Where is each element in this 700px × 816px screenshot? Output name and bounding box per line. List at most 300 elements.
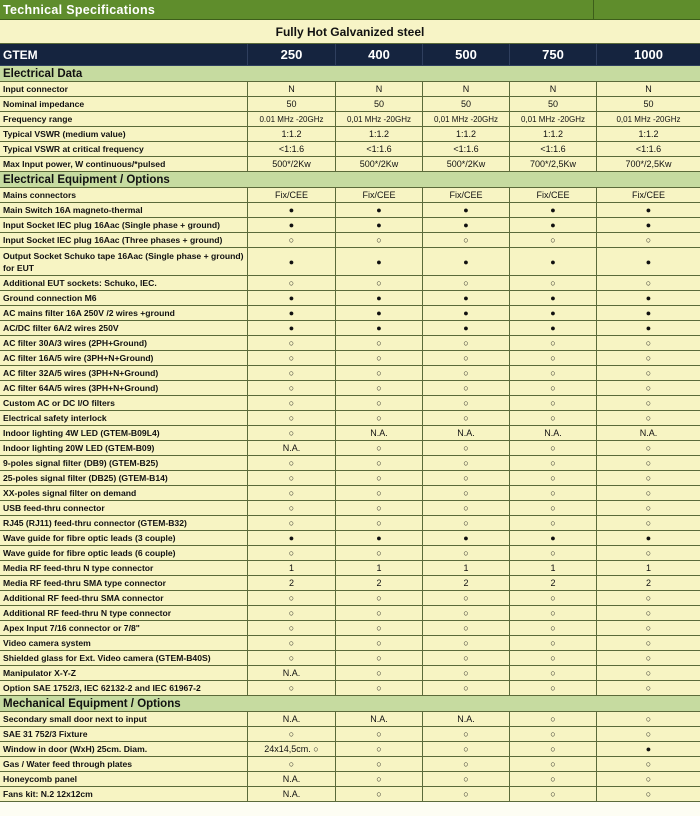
optional-circle-icon: ○ (423, 366, 510, 381)
optional-circle-icon: ○ (423, 681, 510, 696)
value-cell: <1:1.6 (248, 142, 336, 157)
standard-dot-icon: ● (248, 531, 336, 546)
optional-circle-icon: ○ (423, 381, 510, 396)
optional-circle-icon: ○ (336, 381, 423, 396)
standard-dot-icon: ● (510, 203, 597, 218)
table-row (0, 112, 700, 127)
standard-dot-icon: ● (423, 306, 510, 321)
value-cell: N.A. (597, 426, 700, 441)
row-label: Media RF feed-thru N type connector (0, 561, 248, 576)
standard-dot-icon: ● (597, 203, 700, 218)
optional-circle-icon: ○ (423, 233, 510, 248)
optional-circle-icon: ○ (510, 651, 597, 666)
optional-circle-icon: ○ (248, 366, 336, 381)
optional-circle-icon: ○ (336, 501, 423, 516)
optional-circle-icon: ○ (510, 516, 597, 531)
table-row (0, 636, 700, 651)
optional-circle-icon: ○ (510, 727, 597, 742)
optional-circle-icon: ○ (423, 276, 510, 291)
standard-dot-icon: ● (423, 248, 510, 276)
value-cell: <1:1.6 (336, 142, 423, 157)
standard-dot-icon: ● (423, 321, 510, 336)
row-label: Wave guide for fibre optic leads (6 couple) (0, 546, 248, 561)
optional-circle-icon: ○ (597, 233, 700, 248)
model-header-400: 400 (336, 44, 423, 66)
value-cell: N (248, 82, 336, 97)
row-label: Mains connectors (0, 188, 248, 203)
value-cell: N.A. (423, 712, 510, 727)
optional-circle-icon: ○ (423, 591, 510, 606)
optional-circle-icon: ○ (336, 276, 423, 291)
standard-dot-icon: ● (510, 321, 597, 336)
row-label: Typical VSWR at critical frequency (0, 142, 248, 157)
row-label: AC/DC filter 6A/2 wires 250V (0, 321, 248, 336)
row-label: Manipulator X-Y-Z (0, 666, 248, 681)
standard-dot-icon: ● (248, 218, 336, 233)
standard-dot-icon: ● (248, 248, 336, 276)
table-row (0, 291, 700, 306)
optional-circle-icon: ○ (248, 757, 336, 772)
optional-circle-icon: ○ (510, 456, 597, 471)
optional-circle-icon: ○ (510, 411, 597, 426)
table-row (0, 486, 700, 501)
row-label: Window in door (WxH) 25cm. Diam. (0, 742, 248, 757)
optional-circle-icon: ○ (597, 471, 700, 486)
optional-circle-icon: ○ (248, 621, 336, 636)
section-title: Mechanical Equipment / Options (0, 696, 700, 712)
sheet-title: Technical Specifications (0, 0, 594, 20)
value-cell: 0,01 MHz -20GHz (336, 112, 423, 127)
optional-circle-icon: ○ (336, 471, 423, 486)
optional-circle-icon: ○ (336, 742, 423, 757)
table-row (0, 561, 700, 576)
table-row (0, 546, 700, 561)
value-cell: 1 (510, 561, 597, 576)
table-row (0, 501, 700, 516)
optional-circle-icon: ○ (336, 486, 423, 501)
optional-circle-icon: ○ (336, 411, 423, 426)
row-label: Input Socket IEC plug 16Aac (Three phases + ground) (0, 233, 248, 248)
optional-circle-icon: ○ (336, 351, 423, 366)
value-cell: 500*/2Kw (336, 157, 423, 172)
standard-dot-icon: ● (336, 306, 423, 321)
value-cell: <1:1.6 (597, 142, 700, 157)
optional-circle-icon: ○ (510, 381, 597, 396)
value-cell: 1 (336, 561, 423, 576)
optional-circle-icon: ○ (248, 336, 336, 351)
row-label: Media RF feed-thru SMA type connector (0, 576, 248, 591)
optional-circle-icon: ○ (423, 651, 510, 666)
optional-circle-icon: ○ (597, 441, 700, 456)
optional-circle-icon: ○ (336, 546, 423, 561)
standard-dot-icon: ● (248, 291, 336, 306)
value-cell: N.A. (248, 666, 336, 681)
optional-circle-icon: ○ (597, 516, 700, 531)
optional-circle-icon: ○ (423, 411, 510, 426)
optional-circle-icon: ○ (248, 456, 336, 471)
row-label: Additional EUT sockets: Schuko, IEC. (0, 276, 248, 291)
optional-circle-icon: ○ (510, 233, 597, 248)
optional-circle-icon: ○ (597, 486, 700, 501)
table-row (0, 576, 700, 591)
optional-circle-icon: ○ (510, 336, 597, 351)
value-cell: Fix/CEE (597, 188, 700, 203)
value-cell: Fix/CEE (423, 188, 510, 203)
optional-circle-icon: ○ (597, 366, 700, 381)
optional-circle-icon: ○ (510, 396, 597, 411)
optional-circle-icon: ○ (510, 471, 597, 486)
optional-circle-icon: ○ (336, 591, 423, 606)
value-cell: 2 (336, 576, 423, 591)
optional-circle-icon: ○ (597, 336, 700, 351)
value-cell: 50 (597, 97, 700, 112)
optional-circle-icon: ○ (597, 456, 700, 471)
optional-circle-icon: ○ (510, 606, 597, 621)
optional-circle-icon: ○ (597, 772, 700, 787)
section-title: Electrical Equipment / Options (0, 172, 700, 188)
row-label: Input Socket IEC plug 16Aac (Single phase + ground) (0, 218, 248, 233)
value-cell: 1 (248, 561, 336, 576)
row-label: RJ45 (RJ11) feed-thru connector (GTEM-B32) (0, 516, 248, 531)
value-cell: 500*/2Kw (248, 157, 336, 172)
standard-dot-icon: ● (336, 203, 423, 218)
value-cell: 1 (597, 561, 700, 576)
spec-table-body (0, 66, 700, 802)
optional-circle-icon: ○ (597, 546, 700, 561)
optional-circle-icon: ○ (510, 757, 597, 772)
table-row (0, 591, 700, 606)
value-cell: N (423, 82, 510, 97)
optional-circle-icon: ○ (510, 546, 597, 561)
standard-dot-icon: ● (597, 742, 700, 757)
value-cell: N.A. (336, 426, 423, 441)
optional-circle-icon: ○ (423, 606, 510, 621)
optional-circle-icon: ○ (597, 276, 700, 291)
optional-circle-icon: ○ (597, 727, 700, 742)
optional-circle-icon: ○ (510, 351, 597, 366)
row-label: Honeycomb panel (0, 772, 248, 787)
standard-dot-icon: ● (597, 306, 700, 321)
standard-dot-icon: ● (597, 321, 700, 336)
optional-circle-icon: ○ (597, 396, 700, 411)
optional-circle-icon: ○ (336, 651, 423, 666)
optional-circle-icon: ○ (336, 681, 423, 696)
standard-dot-icon: ● (423, 203, 510, 218)
row-label: Electrical safety interlock (0, 411, 248, 426)
standard-dot-icon: ● (510, 291, 597, 306)
table-row (0, 188, 700, 203)
row-label: Typical VSWR (medium value) (0, 127, 248, 142)
table-row (0, 531, 700, 546)
optional-circle-icon: ○ (248, 381, 336, 396)
optional-circle-icon: ○ (423, 787, 510, 802)
row-label: AC filter 16A/5 wire (3PH+N+Ground) (0, 351, 248, 366)
standard-dot-icon: ● (597, 248, 700, 276)
value-cell: Fix/CEE (336, 188, 423, 203)
value-cell: N (597, 82, 700, 97)
value-cell: 2 (423, 576, 510, 591)
optional-circle-icon: ○ (336, 787, 423, 802)
value-cell: 0,01 MHz -20GHz (597, 112, 700, 127)
table-row (0, 666, 700, 681)
value-cell: 50 (510, 97, 597, 112)
optional-circle-icon: ○ (510, 441, 597, 456)
optional-circle-icon: ○ (248, 486, 336, 501)
optional-circle-icon: ○ (597, 381, 700, 396)
optional-circle-icon: ○ (248, 591, 336, 606)
title-bar-end-cell (594, 0, 700, 20)
row-label: Apex Input 7/16 connector or 7/8" (0, 621, 248, 636)
table-row (0, 411, 700, 426)
row-label: Additional RF feed-thru N type connector (0, 606, 248, 621)
row-label: SAE 31 752/3 Fixture (0, 727, 248, 742)
standard-dot-icon: ● (336, 531, 423, 546)
optional-circle-icon: ○ (423, 742, 510, 757)
optional-circle-icon: ○ (336, 772, 423, 787)
optional-circle-icon: ○ (510, 681, 597, 696)
value-cell: 2 (510, 576, 597, 591)
optional-circle-icon: ○ (248, 351, 336, 366)
standard-dot-icon: ● (336, 218, 423, 233)
value-cell: Fix/CEE (248, 188, 336, 203)
standard-dot-icon: ● (597, 218, 700, 233)
optional-circle-icon: ○ (248, 606, 336, 621)
row-label: Secondary small door next to input (0, 712, 248, 727)
optional-circle-icon: ○ (336, 233, 423, 248)
table-row (0, 276, 700, 291)
section-header (0, 696, 700, 712)
optional-circle-icon: ○ (510, 501, 597, 516)
optional-circle-icon: ○ (510, 742, 597, 757)
value-cell: <1:1.6 (510, 142, 597, 157)
optional-circle-icon: ○ (423, 757, 510, 772)
standard-dot-icon: ● (248, 306, 336, 321)
model-header-1000: 1000 (597, 44, 700, 66)
optional-circle-icon: ○ (248, 651, 336, 666)
sheet-subtitle: Fully Hot Galvanized steel (0, 20, 700, 44)
standard-dot-icon: ● (597, 291, 700, 306)
row-label: Indoor lighting 4W LED (GTEM-B09L4) (0, 426, 248, 441)
value-cell: 1:1.2 (248, 127, 336, 142)
optional-circle-icon: ○ (423, 351, 510, 366)
value-cell: N.A. (336, 712, 423, 727)
table-row (0, 456, 700, 471)
standard-dot-icon: ● (510, 306, 597, 321)
optional-circle-icon: ○ (510, 787, 597, 802)
optional-circle-icon: ○ (597, 712, 700, 727)
section-header (0, 66, 700, 82)
row-label: Max Input power, W continuous/*pulsed (0, 157, 248, 172)
model-header-500: 500 (423, 44, 510, 66)
optional-circle-icon: ○ (248, 636, 336, 651)
row-label: Frequency range (0, 112, 248, 127)
value-cell: N.A. (248, 712, 336, 727)
optional-circle-icon: ○ (248, 411, 336, 426)
optional-circle-icon: ○ (510, 276, 597, 291)
value-cell: 1:1.2 (423, 127, 510, 142)
table-row (0, 651, 700, 666)
table-row (0, 366, 700, 381)
value-cell: 50 (336, 97, 423, 112)
value-cell: Fix/CEE (510, 188, 597, 203)
optional-circle-icon: ○ (597, 606, 700, 621)
optional-circle-icon: ○ (597, 666, 700, 681)
value-cell: <1:1.6 (423, 142, 510, 157)
optional-circle-icon: ○ (336, 366, 423, 381)
optional-circle-icon: ○ (423, 621, 510, 636)
value-cell: N (336, 82, 423, 97)
row-label: AC mains filter 16A 250V /2 wires +ground (0, 306, 248, 321)
table-row (0, 233, 700, 248)
table-row (0, 82, 700, 97)
optional-circle-icon: ○ (510, 636, 597, 651)
value-cell: 0.01 MHz -20GHz (248, 112, 336, 127)
table-row (0, 681, 700, 696)
row-label: USB feed-thru connector (0, 501, 248, 516)
optional-circle-icon: ○ (336, 727, 423, 742)
row-label: Gas / Water feed through plates (0, 757, 248, 772)
standard-dot-icon: ● (336, 291, 423, 306)
row-label: 9-poles signal filter (DB9) (GTEM-B25) (0, 456, 248, 471)
optional-circle-icon: ○ (336, 396, 423, 411)
optional-circle-icon: ○ (510, 621, 597, 636)
table-row (0, 787, 700, 802)
subtitle-row (0, 20, 700, 44)
row-label: Wave guide for fibre optic leads (3 couple) (0, 531, 248, 546)
table-row (0, 248, 700, 276)
table-row (0, 712, 700, 727)
standard-dot-icon: ● (336, 248, 423, 276)
optional-circle-icon: ○ (248, 516, 336, 531)
value-cell: N.A. (423, 426, 510, 441)
row-label: Indoor lighting 20W LED (GTEM-B09) (0, 441, 248, 456)
optional-circle-icon: ○ (423, 486, 510, 501)
value-cell: 500*/2Kw (423, 157, 510, 172)
optional-circle-icon: ○ (510, 486, 597, 501)
optional-circle-icon: ○ (597, 351, 700, 366)
value-cell: N.A. (248, 787, 336, 802)
optional-circle-icon: ○ (423, 727, 510, 742)
table-row (0, 127, 700, 142)
optional-circle-icon: ○ (423, 546, 510, 561)
optional-circle-icon: ○ (423, 441, 510, 456)
optional-circle-icon: ○ (510, 591, 597, 606)
optional-circle-icon: ○ (597, 501, 700, 516)
table-row (0, 757, 700, 772)
row-label: Main Switch 16A magneto-thermal (0, 203, 248, 218)
table-row (0, 772, 700, 787)
row-label: Shielded glass for Ext. Video camera (GTEM-B40S) (0, 651, 248, 666)
optional-circle-icon: ○ (510, 772, 597, 787)
optional-circle-icon: ○ (336, 441, 423, 456)
optional-circle-icon: ○ (597, 681, 700, 696)
row-label: Video camera system (0, 636, 248, 651)
value-cell: 2 (248, 576, 336, 591)
optional-circle-icon: ○ (510, 712, 597, 727)
table-row (0, 351, 700, 366)
optional-circle-icon: ○ (336, 336, 423, 351)
table-row (0, 441, 700, 456)
row-label: Fans kit: N.2 12x12cm (0, 787, 248, 802)
value-cell: 1:1.2 (510, 127, 597, 142)
standard-dot-icon: ● (510, 531, 597, 546)
value-cell: 1 (423, 561, 510, 576)
optional-circle-icon: ○ (510, 666, 597, 681)
table-row (0, 606, 700, 621)
optional-circle-icon: ○ (336, 516, 423, 531)
row-label: Custom AC or DC I/O filters (0, 396, 248, 411)
value-cell: 1:1.2 (336, 127, 423, 142)
value-cell: 0,01 MHz -20GHz (423, 112, 510, 127)
optional-circle-icon: ○ (423, 501, 510, 516)
value-cell: N (510, 82, 597, 97)
optional-circle-icon: ○ (423, 636, 510, 651)
table-row (0, 142, 700, 157)
model-header-250: 250 (248, 44, 336, 66)
value-cell: 0,01 MHz -20GHz (510, 112, 597, 127)
value-cell: 50 (248, 97, 336, 112)
value-cell: 700*/2,5Kw (510, 157, 597, 172)
value-cell: 700*/2,5Kw (597, 157, 700, 172)
optional-circle-icon: ○ (336, 606, 423, 621)
standard-dot-icon: ● (423, 218, 510, 233)
row-label: Nominal impedance (0, 97, 248, 112)
title-bar (0, 0, 700, 20)
optional-circle-icon: ○ (248, 727, 336, 742)
optional-circle-icon: ○ (597, 591, 700, 606)
optional-circle-icon: ○ (423, 336, 510, 351)
optional-circle-icon: ○ (248, 546, 336, 561)
table-row (0, 306, 700, 321)
value-cell: N.A. (248, 441, 336, 456)
table-row (0, 396, 700, 411)
table-row (0, 426, 700, 441)
standard-dot-icon: ● (336, 321, 423, 336)
value-cell: N.A. (248, 772, 336, 787)
table-row (0, 621, 700, 636)
value-cell: 24x14,5cm. ○ (248, 742, 336, 757)
optional-circle-icon: ○ (597, 787, 700, 802)
table-row (0, 218, 700, 233)
table-row (0, 203, 700, 218)
table-row (0, 336, 700, 351)
optional-circle-icon: ○ (248, 501, 336, 516)
value-cell: 1:1.2 (597, 127, 700, 142)
standard-dot-icon: ● (510, 248, 597, 276)
section-header (0, 172, 700, 188)
standard-dot-icon: ● (423, 531, 510, 546)
optional-circle-icon: ○ (248, 426, 336, 441)
standard-dot-icon: ● (597, 531, 700, 546)
row-label: Ground connection M6 (0, 291, 248, 306)
optional-circle-icon: ○ (248, 396, 336, 411)
table-row (0, 516, 700, 531)
table-row (0, 381, 700, 396)
row-label: Option SAE 1752/3, IEC 62132-2 and IEC 61967-2 (0, 681, 248, 696)
optional-circle-icon: ○ (248, 471, 336, 486)
row-label: Output Socket Schuko tape 16Aac (Single phase + ground) for EUT (0, 248, 248, 276)
model-header-row (0, 44, 700, 66)
optional-circle-icon: ○ (248, 276, 336, 291)
optional-circle-icon: ○ (336, 621, 423, 636)
model-header-label: GTEM (0, 44, 248, 66)
optional-circle-icon: ○ (423, 456, 510, 471)
table-row (0, 727, 700, 742)
optional-circle-icon: ○ (336, 636, 423, 651)
row-label: AC filter 32A/5 wires (3PH+N+Ground) (0, 366, 248, 381)
optional-circle-icon: ○ (423, 516, 510, 531)
optional-circle-icon: ○ (423, 666, 510, 681)
